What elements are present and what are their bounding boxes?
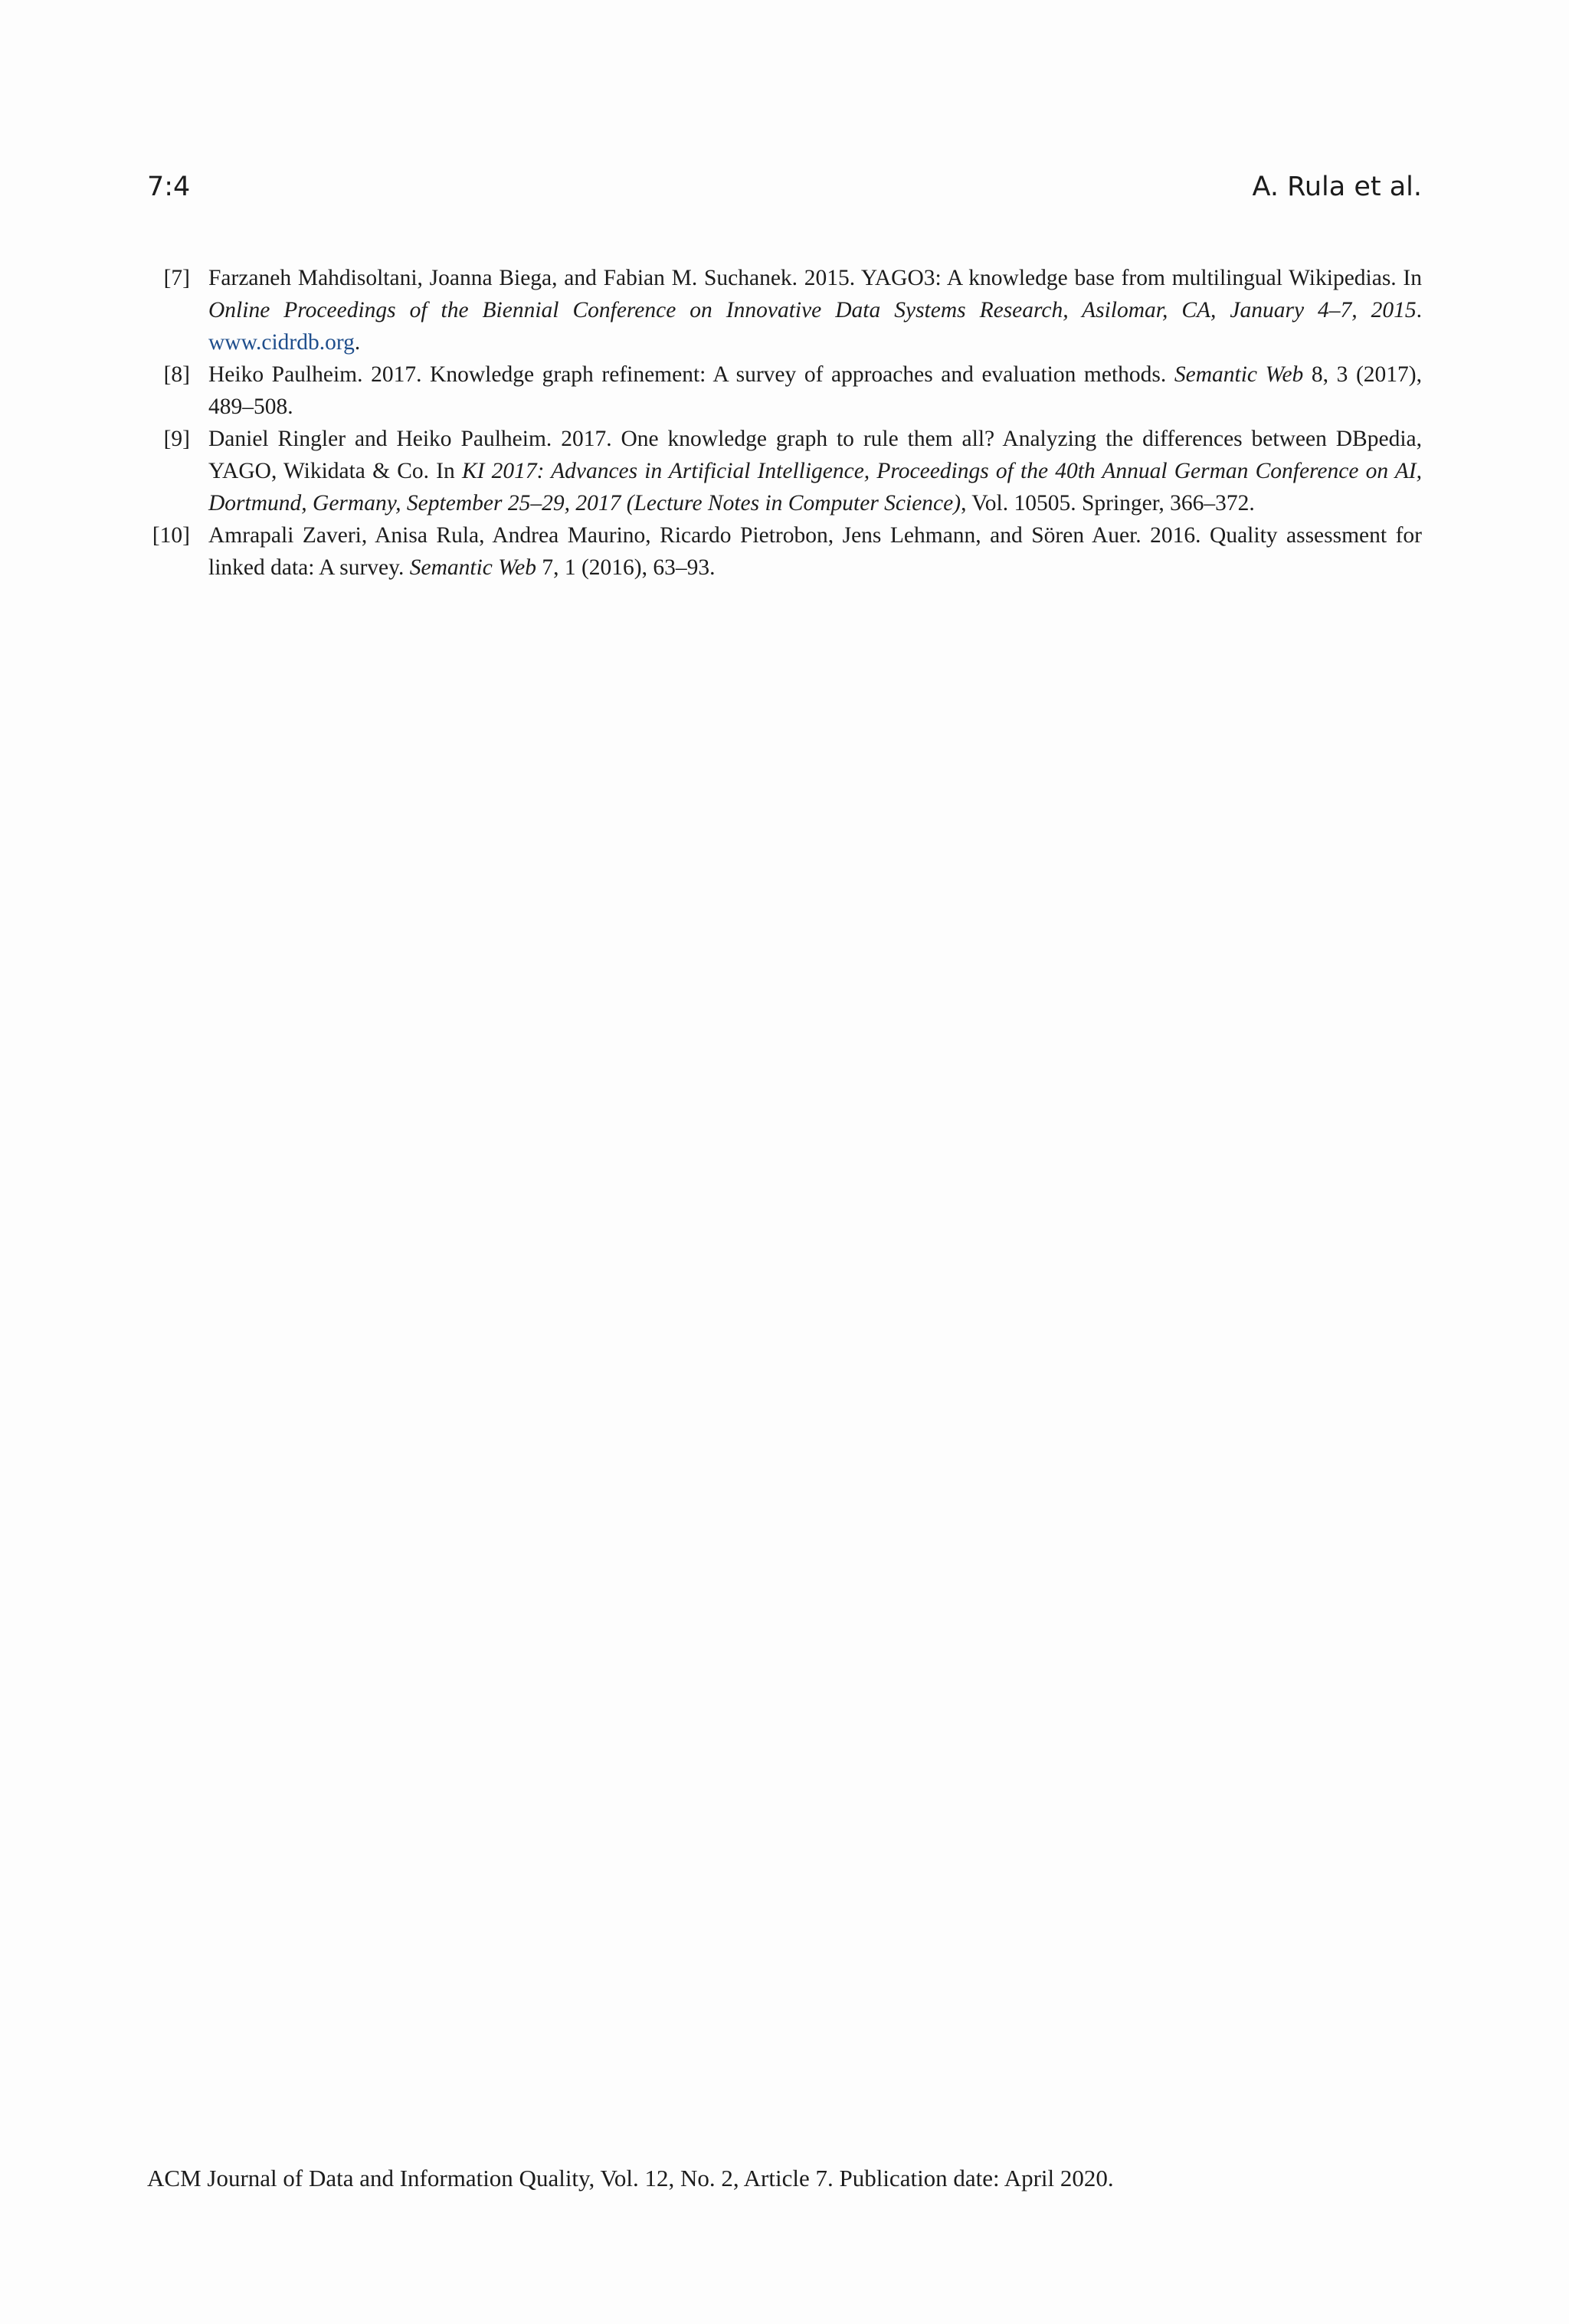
reference-item-7 bbox=[147, 262, 1422, 358]
reference-venue: Semantic Web bbox=[1174, 362, 1304, 387]
reference-authors-title: Amrapali Zaveri, Anisa Rula, Andrea Maurino, Ricardo Pietrobon, Jens Lehmann, and Sören Auer. 2016. Quality assessment for linked data: A survey. bbox=[208, 523, 1422, 580]
reference-link[interactable]: www.cidrdb.org bbox=[208, 330, 355, 355]
reference-suffix: 7, 1 (2016), 63–93. bbox=[536, 555, 716, 580]
reference-number: [9] bbox=[163, 427, 190, 451]
reference-suffix: . bbox=[354, 330, 361, 355]
reference-authors-title: Farzaneh Mahdisoltani, Joanna Biega, and Fabian M. Suchanek. 2015. YAGO3: A knowledge base from multilingual Wikipedias. In bbox=[208, 266, 1422, 290]
reference-item-9 bbox=[147, 423, 1422, 519]
running-header bbox=[147, 172, 1422, 210]
running-authors: A. Rula et al. bbox=[1252, 172, 1422, 202]
reference-venue: Online Proceedings of the Biennial Conference on Innovative Data Systems Research, Asilomar, CA, January 4–7, 2015 bbox=[208, 298, 1417, 322]
reference-list bbox=[147, 262, 1422, 584]
journal-footer: ACM Journal of Data and Information Quality, Vol. 12, No. 2, Article 7. Publication date: April 2020. bbox=[147, 2165, 1114, 2191]
reference-authors-title: Heiko Paulheim. 2017. Knowledge graph refinement: A survey of approaches and evaluation methods. bbox=[208, 362, 1174, 387]
reference-number: [7] bbox=[163, 266, 190, 290]
reference-venue: KI 2017: Advances in Artificial Intelligence, Proceedings of the 40th Annual German Conference on AI, Dortmund, Germany, September 25–29, 2017 (Lecture Notes in Computer Science) bbox=[208, 459, 1422, 516]
reference-authors-title: Daniel Ringler and Heiko Paulheim. 2017. One knowledge graph to rule them all? Analyzing the differences between DBpedia, YAGO, Wikidata & Co. In bbox=[208, 427, 1422, 483]
reference-venue: Semantic Web bbox=[409, 555, 536, 580]
reference-item-8 bbox=[147, 358, 1422, 423]
reference-number: [8] bbox=[163, 362, 190, 387]
reference-suffix: 8, 3 (2017), 489–508. bbox=[208, 362, 1422, 419]
reference-number: [10] bbox=[152, 523, 190, 548]
page-label: 7:4 bbox=[147, 172, 191, 202]
reference-item-10 bbox=[147, 519, 1422, 584]
reference-separator: . bbox=[1416, 298, 1422, 322]
reference-suffix: , Vol. 10505. Springer, 366–372. bbox=[961, 491, 1255, 516]
